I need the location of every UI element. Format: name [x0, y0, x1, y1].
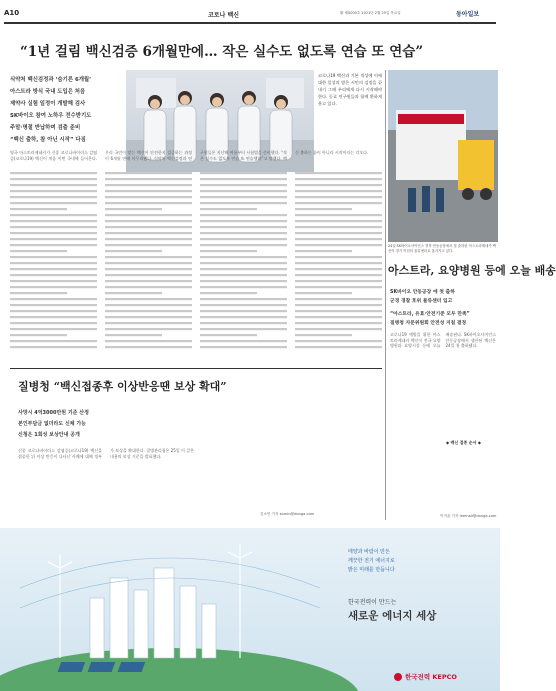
text-line [295, 196, 382, 198]
text-line [105, 190, 192, 192]
subhead: 식약처 백신검정과 ‘숨기른 6개월’ [10, 77, 92, 83]
text-line [105, 292, 162, 294]
article3-byline: 이지윤 기자 leemail@donga.com [440, 514, 497, 518]
text-line [295, 256, 382, 258]
article1-text-lines [10, 172, 382, 360]
text-line [105, 184, 192, 186]
masthead-rule [4, 22, 496, 24]
body-line: “작은 실수도 없도록 연습 또 연습했다”고 말했다. [200, 150, 287, 161]
article2-headline: 질병청 “백신접종후 이상반응땐 보상 확대” [18, 380, 227, 393]
text-line [295, 280, 382, 282]
text-line [105, 310, 192, 312]
article2-byline: 김소민 기자 somin@donga.com [260, 512, 315, 516]
text-line [295, 346, 382, 348]
text-line [105, 346, 192, 348]
text-line [200, 268, 287, 270]
kepco-ad-banner [0, 528, 500, 691]
text-line [200, 298, 287, 300]
text-line [295, 226, 382, 228]
text-line [10, 214, 97, 216]
text-line [10, 322, 97, 324]
ad-headline-small: 한국전력이 만드는 [348, 599, 397, 606]
text-line [295, 238, 382, 240]
vaccine-shipment-photo [388, 70, 498, 242]
text-line [10, 328, 97, 330]
text-line [105, 238, 192, 240]
text-line [105, 304, 192, 306]
kepco-logo [394, 672, 457, 681]
text-line [200, 238, 287, 240]
body-line: 우리 국민이 맞는 백신이 안전한지 검증하는 과정이 6개월 만에 마무리됐다. [105, 150, 192, 161]
text-line [200, 208, 257, 210]
article3-sidebar-title: ◆ 백신 접종 순서 ◆ [446, 440, 481, 445]
text-line [105, 256, 192, 258]
text-line [10, 226, 97, 228]
text-line [200, 286, 287, 288]
subhead: 사망시 4억3000만원 기준 산정 [18, 410, 89, 416]
text-line [105, 286, 192, 288]
text-line [200, 328, 287, 330]
ad-line: 태양과 바람이 만든 [348, 549, 390, 555]
text-line [105, 274, 192, 276]
article2-body [18, 448, 378, 520]
text-line [10, 184, 97, 186]
body-line: 신종 코로나바이러스 감염증(코로나19) 백신을 접종한 뒤 이상 반응이 나타난 사례에 대해 정부가 보상을 확대한다. [18, 448, 145, 459]
text-line [295, 316, 382, 318]
text-line [105, 226, 192, 228]
text-line [10, 292, 67, 294]
text-line [200, 346, 287, 348]
subhead: 신청은 1회성 보상안내 공개 [18, 432, 80, 438]
subhead: 본인부담금 없더라도 신체 가능 [18, 421, 87, 427]
text-line [10, 208, 67, 210]
text-line [10, 316, 97, 318]
text-line [200, 196, 287, 198]
text-line [200, 244, 287, 246]
text-line [10, 280, 97, 282]
body-line: 식약처 백신검정과 연구원들은 지난해 여름부터 시험법을 준비했다. [153, 150, 280, 161]
text-line [105, 232, 192, 234]
text-line [200, 280, 287, 282]
text-line [295, 214, 382, 216]
text-line [10, 298, 97, 300]
body-line: 코로나19 예방을 위한 아스트라제네카 백신이 전국 요양병원과 요양시설 등에 오늘 배송된다. [390, 332, 463, 349]
article2-rule [10, 368, 382, 369]
text-line [10, 340, 97, 342]
page-number: A10 [4, 9, 20, 17]
article1-photo-caption: 코로나19 백신과 기본 적성에 이에 대한 일상의 밤은 시민의 검정을 끝내기 그때 우리에게 다시 시작해야 한다. 동료 연구원들과 함께 환하게 웃고 있다. [318, 73, 382, 106]
text-line [200, 334, 257, 336]
ad-copy [348, 548, 488, 623]
kepco-logo-text: 한국전력 KEPCO [405, 673, 457, 681]
text-line [295, 274, 382, 276]
text-line [200, 226, 287, 228]
text-line [295, 268, 382, 270]
text-line [105, 172, 192, 174]
text-line [105, 322, 192, 324]
text-line [10, 286, 97, 288]
text-line [295, 304, 382, 306]
ad-line: 깨끗한 전기 에너지로 [348, 558, 395, 564]
text-line [105, 262, 192, 264]
text-line [295, 190, 382, 192]
text-line [105, 334, 162, 336]
text-line [200, 292, 257, 294]
text-line [105, 250, 162, 252]
shipment-illustration [388, 70, 498, 242]
text-line [200, 232, 287, 234]
text-line [10, 250, 67, 252]
body-line: 백신 출하는 끝이 아니라 시작이라는 각오다. [283, 150, 369, 161]
text-line [105, 280, 192, 282]
text-line [295, 262, 382, 264]
text-line [10, 304, 97, 306]
text-line [200, 184, 287, 186]
subhead: “아스트라, 유효·안전기준 모두 만족” [390, 312, 470, 317]
subhead: “백신 출하, 참 아닌 시작” 다짐 [10, 137, 86, 143]
issue-info: 第 제0000호 2021년 2월 25일 목요일 [340, 11, 401, 15]
article1-headline: “1년 걸림 백신검증 6개월만에… 작은 실수도 없도록 연습 또 연습” [20, 44, 424, 60]
text-line [295, 172, 382, 174]
text-line [10, 202, 97, 204]
text-line [200, 190, 287, 192]
text-line [200, 250, 257, 252]
ad-line: 밝은 미래를 만듭니다 [348, 567, 395, 573]
text-line [295, 334, 352, 336]
text-line [10, 190, 97, 192]
text-line [200, 256, 287, 258]
text-line [295, 208, 352, 210]
text-line [105, 340, 192, 342]
subhead: 제약사 실험 일정이 개발해 검사 [10, 101, 86, 107]
text-line [295, 250, 352, 252]
ad-headline: 새로운 에너지 세상 [348, 610, 437, 622]
text-line [105, 328, 192, 330]
text-line [10, 220, 97, 222]
text-line [200, 202, 287, 204]
text-line [200, 340, 287, 342]
text-line [295, 340, 382, 342]
article3-body [390, 332, 496, 522]
text-line [295, 328, 382, 330]
section-title: 코로나 백신 [208, 12, 240, 19]
text-line [295, 322, 382, 324]
text-line [200, 262, 287, 264]
text-line [105, 298, 192, 300]
text-line [105, 316, 192, 318]
text-line [10, 256, 97, 258]
text-line [295, 220, 382, 222]
article3-headline: 아스트라, 요양병원 등에 오늘 배송 [388, 264, 556, 277]
article3-subheads [390, 288, 498, 328]
subhead: 주말·명절 반납하며 검출 준비 [10, 125, 81, 131]
text-line [10, 274, 97, 276]
body-line: 질병관리청은 25일 이 같은 내용의 보상 기준을 발표했다. [110, 448, 194, 459]
text-line [295, 298, 382, 300]
body-line: SK바이오사이언스 안동공장에서 생산된 백신은 24일 첫 출하됐다. [445, 332, 496, 349]
article2-subheads [18, 408, 138, 441]
text-line [200, 220, 287, 222]
text-line [10, 334, 67, 336]
text-line [200, 274, 287, 276]
kepco-logo-icon [394, 673, 402, 681]
text-line [200, 178, 287, 180]
text-line [105, 178, 192, 180]
article3-photo-caption: 24일 SK바이오사이언스 경북 안동공장에서 첫 출하된 아스트라제네카 백신이 경기 이천의 물류센터로 옮겨지고 있다. [388, 244, 496, 253]
text-line [295, 244, 382, 246]
subhead: 질병청 자문위원회 안전성 지침 결정 [390, 321, 467, 326]
text-line [295, 310, 382, 312]
text-line [10, 310, 97, 312]
text-line [295, 202, 382, 204]
text-line [105, 244, 192, 246]
text-line [105, 196, 192, 198]
subhead: 군경 경찰 호위 물류센터 입고 [390, 299, 453, 304]
text-line [200, 310, 287, 312]
text-line [295, 232, 382, 234]
text-line [295, 286, 382, 288]
article1-subheads [10, 74, 122, 146]
text-line [200, 322, 287, 324]
text-line [10, 238, 97, 240]
text-line [200, 304, 287, 306]
text-line [105, 220, 192, 222]
text-line [200, 172, 287, 174]
newspaper-name: 동아일보 [456, 11, 480, 18]
text-line [200, 214, 287, 216]
body-line: 영국 아스트라제네카가 신종 코로나바이러스 감염증(코로나19) 백신이 처음 이번 국내에 들어온다. [10, 150, 97, 161]
text-line [105, 208, 162, 210]
text-line [10, 232, 97, 234]
subhead: SK바이오 안동공장 에 첫 출하 [390, 290, 455, 295]
text-line [10, 196, 97, 198]
text-line [105, 268, 192, 270]
text-line [10, 346, 97, 348]
column-divider [385, 70, 386, 520]
text-line [10, 268, 97, 270]
text-line [10, 178, 97, 180]
subhead: 아스트라 방식 국내 도입은 처음 [10, 89, 86, 95]
text-line [10, 172, 97, 174]
subhead: SK바이오 참여 노하우 전수받기도 [10, 113, 92, 119]
text-line [295, 178, 382, 180]
text-line [10, 244, 97, 246]
text-line [295, 184, 382, 186]
text-line [105, 202, 192, 204]
text-line [10, 262, 97, 264]
text-line [295, 292, 352, 294]
text-line [105, 214, 192, 216]
text-line [200, 316, 287, 318]
